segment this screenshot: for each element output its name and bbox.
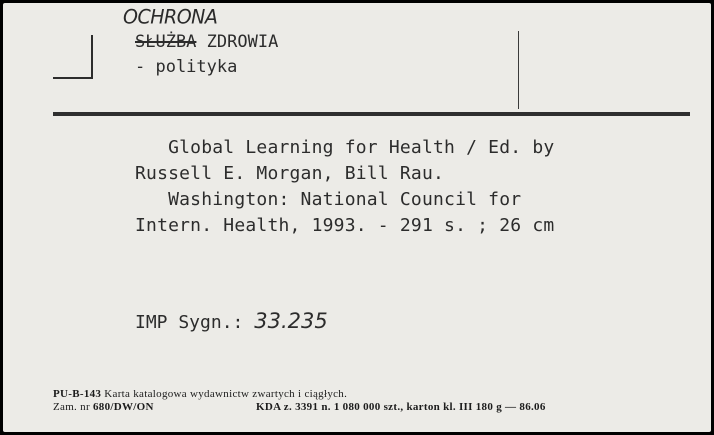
record-line-title: Global Learning for Health / Ed. by xyxy=(135,137,555,158)
order-label: Zam. nr xyxy=(53,401,93,413)
catalog-card xyxy=(3,3,711,432)
order-number: 680/DW/ON xyxy=(92,401,154,413)
footer-form-line xyxy=(53,388,347,400)
struck-word: SŁUŻBA xyxy=(135,32,197,52)
record-line-publisher: Washington: National Council for xyxy=(135,189,522,210)
subject-subheading: - polityka xyxy=(135,57,238,77)
bibliographic-record xyxy=(135,135,554,239)
form-title: Karta katalogowa wydawnictw zwartych i ciągłych. xyxy=(101,388,348,400)
print-info: KDA z. 3391 n. 1 080 000 szt., karton kl. III 180 g — 86.06 xyxy=(256,401,546,413)
record-line-authors: Russell E. Morgan, Bill Rau. xyxy=(135,163,445,184)
subject-heading-word: ZDROWIA xyxy=(196,32,279,52)
handwritten-subject-heading: OCHRONA xyxy=(123,5,218,29)
vertical-rule xyxy=(518,31,519,109)
call-number-value: 33.235 xyxy=(254,309,328,333)
call-number-label: IMP Sygn.: xyxy=(135,312,255,333)
footer-print-line xyxy=(53,401,546,413)
horizontal-rule xyxy=(53,112,690,116)
record-line-imprint: Intern. Health, 1993. - 291 s. ; 26 cm xyxy=(135,215,555,236)
form-code: PU-B-143 xyxy=(53,388,102,400)
call-number xyxy=(135,309,328,333)
subject-heading xyxy=(135,32,278,52)
corner-mark xyxy=(53,35,93,79)
